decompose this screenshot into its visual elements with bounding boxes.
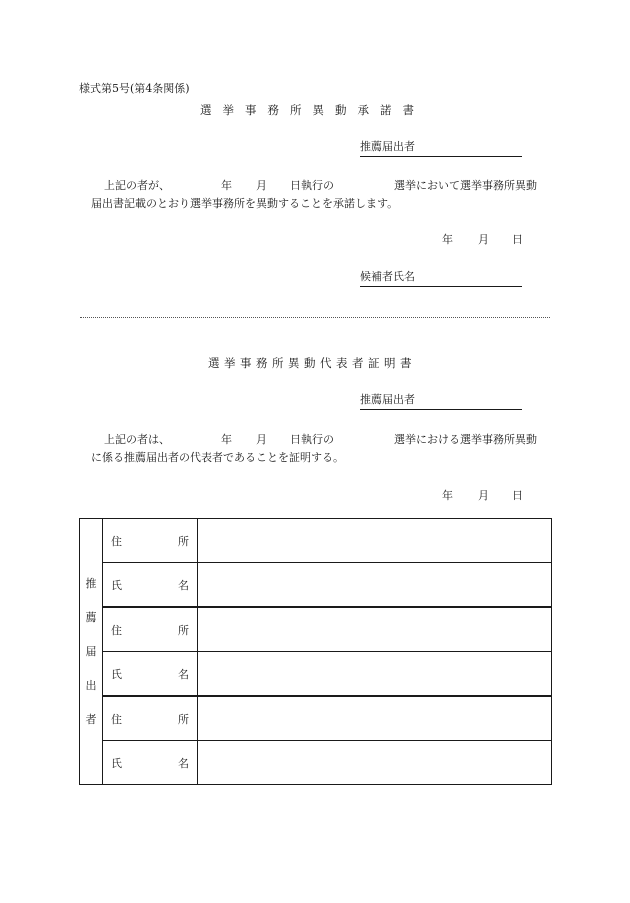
consent-line2: 届出書記載のとおり選挙事務所を異動することを承諾します。 <box>91 197 399 210</box>
form-number: 様式第5号(第4条関係) <box>79 82 190 95</box>
certificate-title: 選挙事務所異動代表者証明書 <box>208 356 416 370</box>
address-field-1[interactable] <box>198 519 552 563</box>
label-char-a: 住 <box>111 713 122 726</box>
address-field-2[interactable] <box>198 607 552 652</box>
consent-date-month: 月 <box>478 233 489 246</box>
recommender-side-label <box>80 519 103 785</box>
certificate-notifier-field[interactable] <box>360 391 522 410</box>
certificate-line1-start: 上記の者は、 <box>104 433 170 446</box>
name-field-2[interactable] <box>198 652 552 697</box>
consent-line1-month: 月 <box>256 179 267 192</box>
name-field-3[interactable] <box>198 741 552 785</box>
consent-line1-day: 日執行の <box>290 179 334 192</box>
label-char-a: 住 <box>111 535 122 548</box>
label-char-b: 名 <box>178 579 189 592</box>
label-char-b: 名 <box>178 757 189 770</box>
table-row <box>80 607 552 652</box>
label-char-b: 所 <box>178 624 189 637</box>
side-char: 薦 <box>85 610 97 624</box>
certificate-date-year: 年 <box>442 489 453 502</box>
label-char-a: 氏 <box>111 757 122 770</box>
name-field-1[interactable] <box>198 563 552 608</box>
label-char-b: 所 <box>178 713 189 726</box>
address-label <box>103 519 198 563</box>
side-char: 者 <box>85 712 97 726</box>
label-char-a: 氏 <box>111 668 122 681</box>
cut-line <box>80 317 550 318</box>
certificate-line1-day: 日執行の <box>290 433 334 446</box>
certificate-date-month: 月 <box>478 489 489 502</box>
consent-line1-end: 選挙において選挙事務所異動 <box>394 179 537 192</box>
table-row <box>80 563 552 608</box>
address-field-3[interactable] <box>198 696 552 741</box>
label-char-a: 氏 <box>111 579 122 592</box>
candidate-name-label: 候補者氏名 <box>360 270 415 283</box>
certificate-date-day: 日 <box>512 489 523 502</box>
label-char-b: 名 <box>178 668 189 681</box>
candidate-name-field[interactable] <box>360 268 522 287</box>
table-row <box>80 652 552 697</box>
certificate-notifier-label: 推薦届出者 <box>360 393 415 406</box>
name-label <box>103 563 198 608</box>
label-char-a: 住 <box>111 624 122 637</box>
address-label <box>103 607 198 652</box>
certificate-line2: に係る推薦届出者の代表者であることを証明する。 <box>91 451 344 464</box>
table-row <box>80 741 552 785</box>
certificate-line1-month: 月 <box>256 433 267 446</box>
consent-line1-start: 上記の者が、 <box>104 179 170 192</box>
consent-date-year: 年 <box>442 233 453 246</box>
side-char: 出 <box>85 678 97 692</box>
certificate-line1-end: 選挙における選挙事務所異動 <box>394 433 537 446</box>
consent-notifier-label: 推薦届出者 <box>360 140 415 153</box>
certificate-line1-year: 年 <box>221 433 232 446</box>
consent-title: 選挙事務所異動承諾書 <box>200 103 425 117</box>
address-label <box>103 696 198 741</box>
consent-notifier-field[interactable] <box>360 138 522 157</box>
table-row <box>80 696 552 741</box>
table-row <box>80 519 552 563</box>
side-char: 届 <box>85 644 97 658</box>
consent-date-day: 日 <box>512 233 523 246</box>
name-label <box>103 741 198 785</box>
recommender-table <box>79 518 552 785</box>
name-label <box>103 652 198 697</box>
consent-line1-year: 年 <box>221 179 232 192</box>
side-char: 推 <box>85 576 97 590</box>
label-char-b: 所 <box>178 535 189 548</box>
